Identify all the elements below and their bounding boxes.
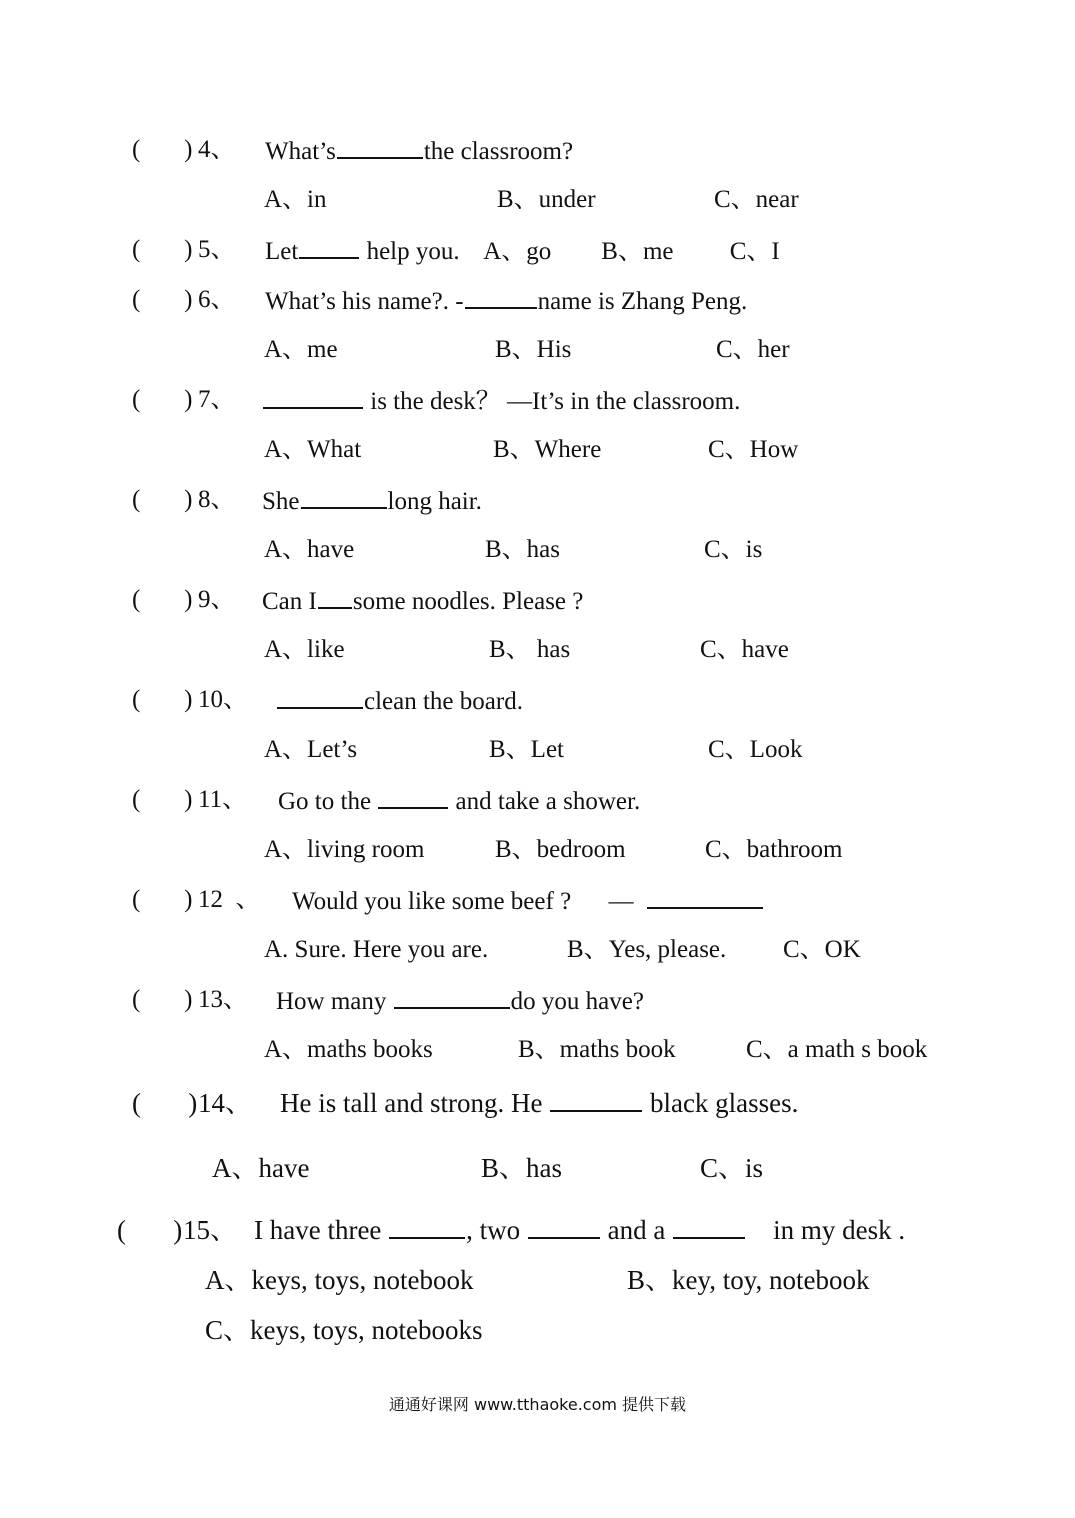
stem-text: and a [600, 1215, 673, 1245]
answer-blank[interactable] [277, 685, 363, 709]
option-b: B、 has [489, 636, 571, 663]
stem-text: long hair. [387, 488, 482, 515]
option-c: C、have [700, 636, 789, 663]
question-number: 6、 [198, 286, 236, 313]
stem-text: the classroom? [423, 138, 574, 165]
stem-text: is the desk？ —It’s in the classroom. [364, 388, 741, 415]
option-c: C、her [716, 336, 790, 363]
option-b: B、has [481, 1153, 562, 1183]
answer-bracket[interactable]: ( ) [132, 686, 193, 713]
option-c: C、is [704, 536, 763, 563]
option-b: B、Where [493, 436, 602, 463]
option-a: A、like [264, 636, 345, 663]
answer-bracket[interactable]: ( ) [132, 486, 193, 513]
answer-blank[interactable] [394, 985, 510, 1009]
stem-text: help you. A、go B、me C、I [360, 238, 780, 265]
answer-blank[interactable] [673, 1215, 745, 1239]
option-b: B、has [485, 536, 561, 563]
stem-text: Go to the [278, 788, 378, 815]
question-stem [276, 985, 644, 1017]
option-b: B、Yes, please. [567, 936, 727, 963]
question-stem [280, 1088, 798, 1118]
stem-text: Can I [262, 588, 317, 615]
option-b: B、key, toy, notebook [627, 1265, 870, 1295]
option-c: C、bathroom [705, 836, 843, 863]
option-a: A. Sure. Here you are. [264, 936, 489, 963]
option-b: B、His [495, 336, 572, 363]
stem-text: Let [265, 238, 299, 265]
option-c: C、a math s book [746, 1036, 928, 1063]
answer-bracket[interactable]: ( ) [132, 286, 193, 313]
stem-text: do you have? [510, 988, 644, 1015]
stem-text: He is tall and strong. He [280, 1088, 550, 1118]
answer-blank[interactable] [550, 1088, 642, 1112]
answer-bracket[interactable]: ( ) [132, 586, 193, 613]
question-number: 13、 [198, 986, 249, 1013]
answer-bracket[interactable]: ( ) [117, 1215, 183, 1245]
question-number: 4、 [198, 136, 236, 163]
option-a: A、keys, toys, notebook [205, 1265, 474, 1295]
answer-bracket[interactable]: ( ) [132, 1088, 198, 1118]
answer-blank[interactable] [378, 785, 448, 809]
stem-text: black glasses. [643, 1088, 799, 1118]
option-a: A、have [264, 536, 355, 563]
option-b: B、Let [489, 736, 564, 763]
question-number: 12 、 [198, 886, 261, 913]
question-stem [265, 285, 747, 317]
option-b: B、under [497, 186, 596, 213]
question-number: 14、 [198, 1088, 252, 1118]
option-a: A、living room [264, 836, 425, 863]
stem-text: and take a shower. [449, 788, 641, 815]
option-c: C、is [700, 1153, 764, 1183]
option-a: A、in [264, 186, 327, 213]
option-a: A、maths books [264, 1036, 433, 1063]
question-number: 8、 [198, 486, 236, 513]
question-stem [262, 385, 740, 417]
stem-text: clean the board. [364, 688, 523, 715]
answer-blank[interactable] [389, 1215, 465, 1239]
answer-bracket[interactable]: ( ) [132, 236, 193, 263]
stem-text: name is Zhang Peng. [537, 288, 748, 315]
question-number: 15、 [183, 1215, 237, 1245]
answer-bracket[interactable]: ( ) [132, 136, 193, 163]
option-b: B、bedroom [495, 836, 626, 863]
option-a: C、keys, toys, notebooks [205, 1315, 483, 1345]
answer-blank[interactable] [299, 235, 359, 259]
option-a: A、me [264, 336, 338, 363]
option-c: C、OK [783, 936, 861, 963]
question-stem [292, 885, 764, 917]
option-a: A、have [212, 1153, 310, 1183]
option-b: B、maths book [518, 1036, 676, 1063]
question-stem [265, 135, 573, 167]
answer-bracket[interactable]: ( ) [132, 786, 193, 813]
answer-bracket[interactable]: ( ) [132, 886, 193, 913]
answer-blank[interactable] [337, 135, 423, 159]
stem-text: , two [466, 1215, 527, 1245]
option-c: C、Look [708, 736, 803, 763]
stem-text: She [262, 488, 300, 515]
stem-text: Would you like some beef ? — [292, 888, 647, 915]
answer-bracket[interactable]: ( ) [132, 386, 193, 413]
answer-blank[interactable] [301, 485, 387, 509]
question-number: 5、 [198, 236, 236, 263]
question-number: 9、 [198, 586, 236, 613]
stem-text: How many [276, 988, 393, 1015]
footer-source-note: 通通好课网 www.tthaoke.com 提供下载 [388, 1395, 687, 1414]
question-number: 10、 [198, 686, 249, 713]
answer-blank[interactable] [465, 285, 537, 309]
question-stem [254, 1215, 905, 1245]
question-stem [262, 585, 583, 617]
question-stem [262, 485, 482, 517]
answer-blank[interactable] [528, 1215, 600, 1239]
question-stem [276, 685, 523, 717]
option-c: C、near [714, 186, 799, 213]
question-number: 7、 [198, 386, 236, 413]
option-a: A、What [264, 436, 362, 463]
question-stem [265, 235, 780, 267]
stem-text: some noodles. Please ? [352, 588, 584, 615]
answer-blank[interactable] [318, 585, 352, 609]
stem-text: What’s his name?. - [265, 288, 464, 315]
option-c: C、How [708, 436, 799, 463]
stem-text: What’s [265, 138, 336, 165]
stem-text: in my desk . [746, 1215, 906, 1245]
question-stem [278, 785, 640, 817]
answer-blank[interactable] [263, 385, 363, 409]
answer-bracket[interactable]: ( ) [132, 986, 193, 1013]
option-a: A、Let’s [264, 736, 358, 763]
question-number: 11、 [198, 786, 248, 813]
stem-text: I have three [254, 1215, 389, 1245]
answer-blank[interactable] [647, 885, 763, 909]
